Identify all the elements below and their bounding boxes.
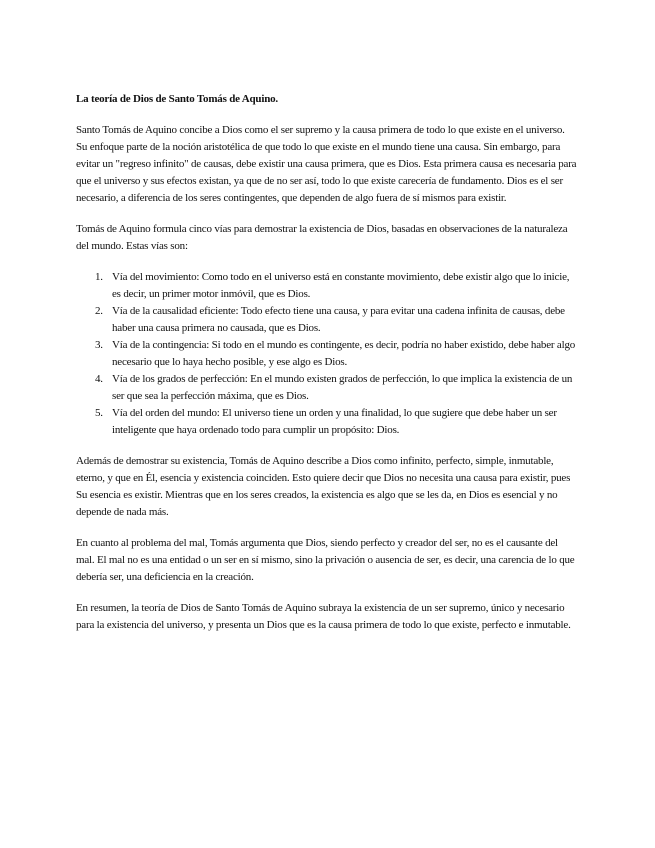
list-item (95, 405, 578, 439)
five-ways-list (76, 269, 578, 439)
paragraph-problem-of-evil: En cuanto al problema del mal, Tomás argumenta que Dios, siendo perfecto y creador del ser, no es el causante del mal. El mal no es una entidad o un ser en sí mismo, sino la privación o ausencia de ser, es decir, una carencia de lo que debería ser, una deficiencia en la creación. (76, 537, 575, 583)
paragraph-summary: En resumen, la teoría de Dios de Santo Tomás de Aquino subraya la existencia de un ser supremo, único y necesario para la existencia del universo, y presenta un Dios que es la causa primera de todo lo que existe, perfecto e inmutable. (76, 602, 571, 631)
list-item-number: 1. (95, 271, 103, 283)
document-page (76, 91, 578, 648)
list-item (95, 269, 578, 303)
document-title: La teoría de Dios de Santo Tomás de Aquino. (76, 93, 278, 105)
list-item-text: Vía de la contingencia: Si todo en el mundo es contingente, es decir, podría no haber existido, debe haber algo necesario que lo haya hecho posible, y ese algo es Dios. (112, 339, 576, 368)
list-item-text: Vía de la causalidad eficiente: Todo efecto tiene una causa, y para evitar una cadena infinita de causas, debe haber una causa primera no causada, que es Dios. (112, 305, 565, 334)
list-item (95, 371, 578, 405)
list-item-number: 4. (95, 373, 103, 385)
list-item-text: Vía del movimiento: Como todo en el universo está en constante movimiento, debe existir algo que lo inicie, es decir, un primer motor inmóvil, que es Dios. (112, 271, 570, 300)
list-item-text: Vía de los grados de perfección: En el mundo existen grados de perfección, lo que implica la existencia de un ser que sea la perfección máxima, que es Dios. (112, 373, 573, 402)
list-item-number: 3. (95, 339, 103, 351)
list-item (95, 303, 578, 337)
list-item (95, 337, 578, 371)
list-item-number: 2. (95, 305, 103, 317)
list-item-number: 5. (95, 407, 103, 419)
paragraph-attributes: Además de demostrar su existencia, Tomás de Aquino describe a Dios como infinito, perfecto, simple, inmutable, eterno, y que en Él, esencia y existencia coinciden. Esto quiere decir que Dios no necesita una causa para existir, pues Su esencia es existir. Mientras que en los seres creados, la existencia es algo que se les da, en Dios es esencial y no depende de nada más. (76, 455, 571, 518)
paragraph-intro: Santo Tomás de Aquino concibe a Dios como el ser supremo y la causa primera de todo lo que existe en el universo. Su enfoque parte de la noción aristotélica de que todo lo que existe en el mundo tiene una causa. Sin embargo, para evitar un "regreso infinito" de causas, debe existir una causa primera, que es Dios. Esta primera causa es necesaria para que el universo y sus efectos existan, ya que de no ser así, todo lo que existe carecería de fundamento. Dios es el ser necesario, a diferencia de los seres contingentes, que dependen de algo fuera de sí mismos para existir. (76, 124, 577, 204)
paragraph-five-ways-intro: Tomás de Aquino formula cinco vías para demostrar la existencia de Dios, basadas en observaciones de la naturaleza del mundo. Estas vías son: (76, 223, 568, 252)
list-item-text: Vía del orden del mundo: El universo tiene un orden y una finalidad, lo que sugiere que debe haber un ser inteligente que haya ordenado todo para cumplir un propósito: Dios. (112, 407, 557, 436)
